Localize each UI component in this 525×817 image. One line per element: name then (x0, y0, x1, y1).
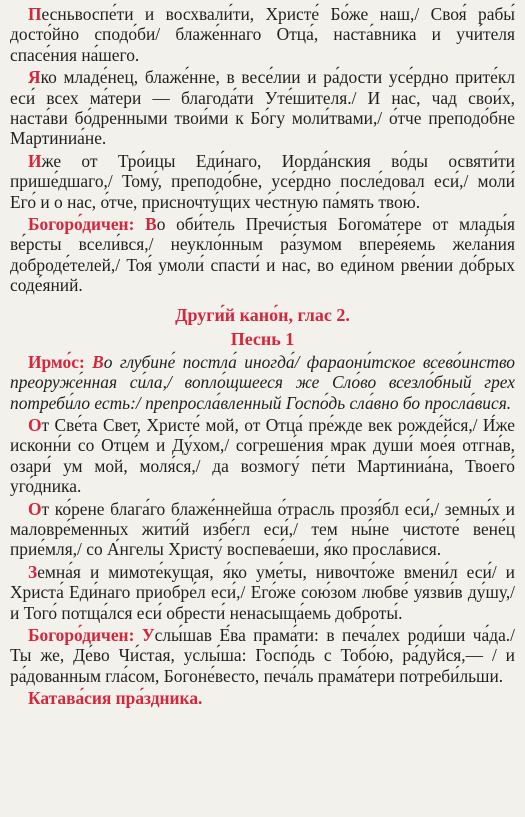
initial-letter: У (141, 624, 155, 645)
katavasia (10, 688, 515, 708)
paragraph-text: же от Тро́ицы Еди́наго, Иорда́нския во́ды освяти́ти прише́дшаго,/ Тому́, преподо́бне, усе́рдно после́довал еси́,/ моли́ Его́ и о нас, о́тче, присночту́щих че́стную па́мять твою́. (10, 150, 515, 212)
initial-letter: В (92, 351, 104, 372)
paragraph-1 (10, 4, 515, 65)
initial-letter: И (28, 150, 42, 171)
paragraph-7 (10, 499, 515, 560)
paragraph-6 (10, 415, 515, 497)
canon-heading: Други́й кано́н, глас 2. (175, 304, 350, 325)
initial-letter: В (145, 214, 157, 235)
initial-letter: П (28, 4, 42, 24)
paragraph-text: т Све́та Свет, Христе́ мой, от Отца́ пре́жде век рожде́йся,/ И́же исконн́и со Отце́м и Ду́хом,/ согреше́ния мрак души́ мое́я отгна́в, озари́ ум мой, моля́ся,/ да возмогу́ пе́ти Мартиниа́на, Твоего́ уго́дника. (10, 414, 515, 497)
paragraph-text: емна́я и мимоте́кущая, я́ко уме́ты, нивочто́же вмени́л еси́/ и Христа́ Еди́наго приобре́л еси́,/ Его́же сою́зом любве́ уязви́в ду́шу,/ и Того́ потща́лся еси́ обрести́ ненасыща́емь доброты́. (10, 561, 515, 623)
paragraph-text: о глубине́ постла́ иногда́/ фараони́тское всево́инство преоруже́нная си́ла,/ вопло́щшееся же Сло́во всезло́бный грех потреби́ло есть:/ препросла́вленный Госпо́дь сла́вно бо просла́вися. (10, 351, 515, 413)
paragraph-text: есньвоспе́ти и восхвали́ти, Христе́ Бо́же наш,/ Своя́ рабы́ досто́йно сподо́би/ блаже́ннаго Отца́, наста́вника и учи́теля спасе́ния на́шего. (10, 4, 515, 65)
initial-letter: З (28, 561, 38, 582)
initial-letter: О (28, 414, 42, 435)
paragraph-2 (10, 67, 515, 149)
katavasia-label: Катава́сия пра́здника. (28, 688, 203, 709)
paragraph-9 (10, 625, 515, 686)
initial-letter: О (28, 498, 42, 519)
paragraph-text: слы́шав Е́ва прама́ти: в печа́лех роди́ши ча́да./ Ты же, Де́во Чи́стая, услы́ша: Госпо́дь с Тобо́ю, ра́дуйся,— / и ра́дованным гла́сом, Богоне́весто, печа́ль прама́тери потреби́льши. (10, 624, 515, 686)
theotokion-label: Богоро́дичен: (28, 214, 146, 235)
paragraph-text: о оби́тель Пречи́стыя Богома́тере от млады́я ве́рсты всели́вся,/ неукло́нным ра́зумом впере́яемь жела́ния доброде́телей,/ Тоя́ умоли́ спасти́ и нас, во еди́ном рве́нии до́брых соде́яний. (10, 214, 515, 296)
paragraph-8 (10, 562, 515, 623)
paragraph-text: т ко́рене блага́го блаже́ннейша о́трасль прозя́бл еси́,/ земны́х и маловре́менных жити́й избе́гл еси́,/ тем ны́не чистоте́ вене́ц прие́мля,/ со А́нгелы Христу́ воспева́еши, я́ко просла́вися. (10, 498, 515, 560)
irmos-paragraph (10, 352, 515, 413)
ode-heading: Песнь 1 (230, 328, 295, 349)
theotokion-label: Богоро́дичен: (28, 624, 142, 645)
paragraph-3 (10, 151, 515, 212)
irmos-label: Ирмо́с: (28, 351, 93, 372)
initial-letter: Я (28, 67, 41, 88)
paragraph-4 (10, 214, 515, 296)
paragraph-text: ко младе́нец, блаже́нне, в весе́лии и ра́дости усе́рдно прите́кл еси́ всех ма́тери — благода́ти Уте́шителя./ И нас, чад свои́х, наста́ви бо́дренными твои́ми к Бо́гу моли́твами,/ о́тче преподо́бне Мартиниа́не. (10, 67, 515, 149)
